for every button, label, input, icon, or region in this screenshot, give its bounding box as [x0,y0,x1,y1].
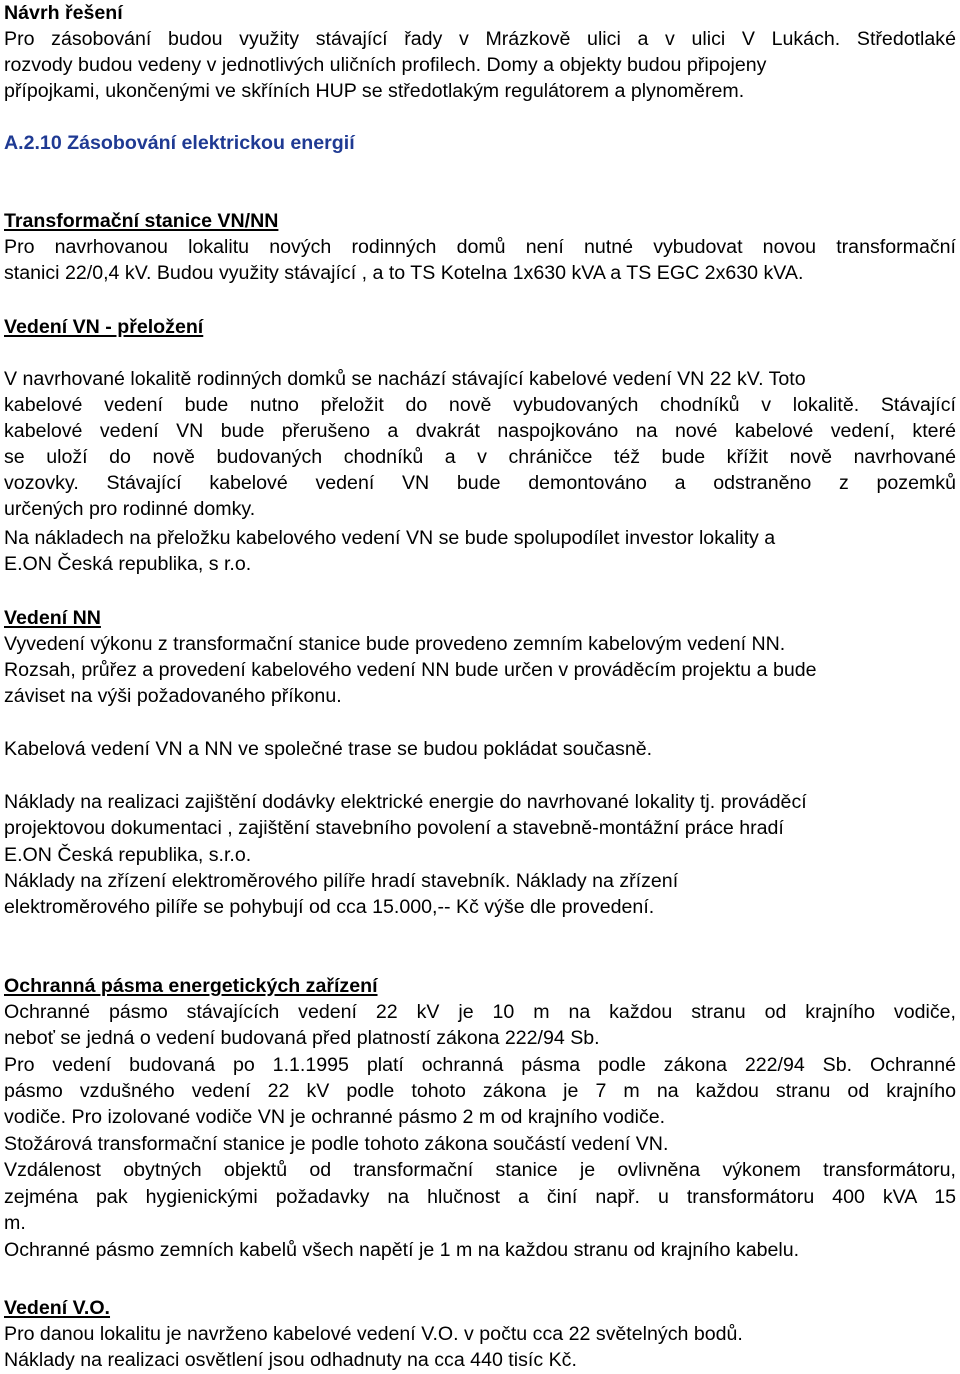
paragraph-line: Náklady na realizaci zajištění dodávky elektrické energie do navrhované lokality tj. prováděcí [4,791,807,813]
paragraph-line: vodiče. Pro izolované vodiče VN je ochranné pásmo 2 m od krajního vodiče. [4,1106,666,1128]
heading-vedeni-vn-prelozeni: Vedení VN - přeložení [4,316,204,338]
paragraph-line: záviset na výši požadovaného příkonu. [4,685,342,707]
paragraph-line: Náklady na realizaci osvětlení jsou odhadnuty na cca 440 tisíc Kč. [4,1349,577,1371]
paragraph-line: Pro vedení budovaná po 1.1.1995 platí ochranná pásma podle zákona 222/94 Sb. Ochranné [4,1054,956,1076]
paragraph-line: určených pro rodinné domky. [4,498,256,520]
heading-transformacni-stanice: Transformační stanice VN/NN [4,210,279,232]
heading-vedeni-vo: Vedení V.O. [4,1297,111,1319]
paragraph-line: Stožárová transformační stanice je podle tohoto zákona součástí vedení VN. [4,1133,669,1155]
paragraph-line: Kabelová vedení VN a NN ve společné trase se budou pokládat současně. [4,738,653,760]
paragraph-line: kabelové vedení bude nutno přeložit do nově vybudovaných chodníků v lokalitě. Stávající [4,394,956,416]
paragraph-line: E.ON Česká republika, s.r.o. [4,844,252,866]
paragraph-line: vozovky. Stávající kabelové vedení VN bude demontováno a odstraněno z pozemků [4,472,956,494]
paragraph-line: Rozsah, průřez a provedení kabelového vedení NN bude určen v prováděcím projektu a bude [4,659,817,681]
heading-navrh-reseni: Návrh řešení [4,2,123,24]
heading-ochranna-pasma: Ochranná pásma energetických zařízení [4,975,378,997]
paragraph-line: Ochranné pásmo zemních kabelů všech napětí je 1 m na každou stranu od krajního kabelu. [4,1239,800,1261]
paragraph-line: projektovou dokumentaci , zajištění stavebního povolení a stavebně-montážní práce hradí [4,817,784,839]
paragraph-line: elektroměrového pilíře se pohybují od cca 15.000,-- Kč výše dle provedení. [4,896,655,918]
paragraph-line: Pro danou lokalitu je navrženo kabelové vedení V.O. v počtu cca 22 světelných bodů. [4,1323,743,1345]
paragraph-line: Pro zásobování budou využity stávající řady v Mrázkově ulici a v ulici V Lukách. Středotlaké [4,28,956,50]
paragraph-line: m. [4,1212,26,1234]
paragraph-line: Ochranné pásmo stávajících vedení 22 kV je 10 m na každou stranu od krajního vodiče, [4,1001,956,1023]
paragraph-line: zejména pak hygienickými požadavky na hlučnost a činí např. u transformátoru 400 kVA 15 [4,1186,956,1208]
paragraph-line: rozvody budou vedeny v jednotlivých uličních profilech. Domy a objekty budou připojeny [4,54,767,76]
paragraph-line: V navrhované lokalitě rodinných domků se nachází stávající kabelové vedení VN 22 kV. Toto [4,368,806,390]
paragraph-line: kabelové vedení VN bude přerušeno a dvakrát naspojkováno na nové kabelové vedení, které [4,420,956,442]
paragraph-line: pásmo vzdušného vedení 22 kV podle tohoto zákona je 7 m na každou stranu od krajního [4,1080,956,1102]
paragraph-line: Vyvedení výkonu z transformační stanice bude provedeno zemním kabelovým vedení NN. [4,633,786,655]
paragraph-line: Na nákladech na přeložku kabelového vedení VN se bude spolupodílet investor lokality a [4,527,776,549]
paragraph-line: Pro navrhovanou lokalitu nových rodinných domů není nutné vybudovat novou transformační [4,236,956,258]
paragraph-line: stanici 22/0,4 kV. Budou využity stávající , a to TS Kotelna 1x630 kVA a TS EGC 2x630 kVA. [4,262,804,284]
paragraph-line: Vzdálenost obytných objektů od transformační stanice je ovlivněna výkonem transformátoru, [4,1159,956,1181]
section-title: A.2.10 Zásobování elektrickou energií [4,132,355,154]
heading-vedeni-nn: Vedení NN [4,607,101,629]
paragraph-line: neboť se jedná o vedení budovaná před platností zákona 222/94 Sb. [4,1027,600,1049]
paragraph-line: přípojkami, ukončenými ve skříních HUP se středotlakým regulátorem a plynoměrem. [4,80,745,102]
paragraph-line: Náklady na zřízení elektroměrového pilíře hradí stavebník. Náklady na zřízení [4,870,679,892]
paragraph-line: se uloží do nově budovaných chodníků a v chráničce též bude křížit nově navrhované [4,446,956,468]
paragraph-line: E.ON Česká republika, s r.o. [4,553,252,575]
